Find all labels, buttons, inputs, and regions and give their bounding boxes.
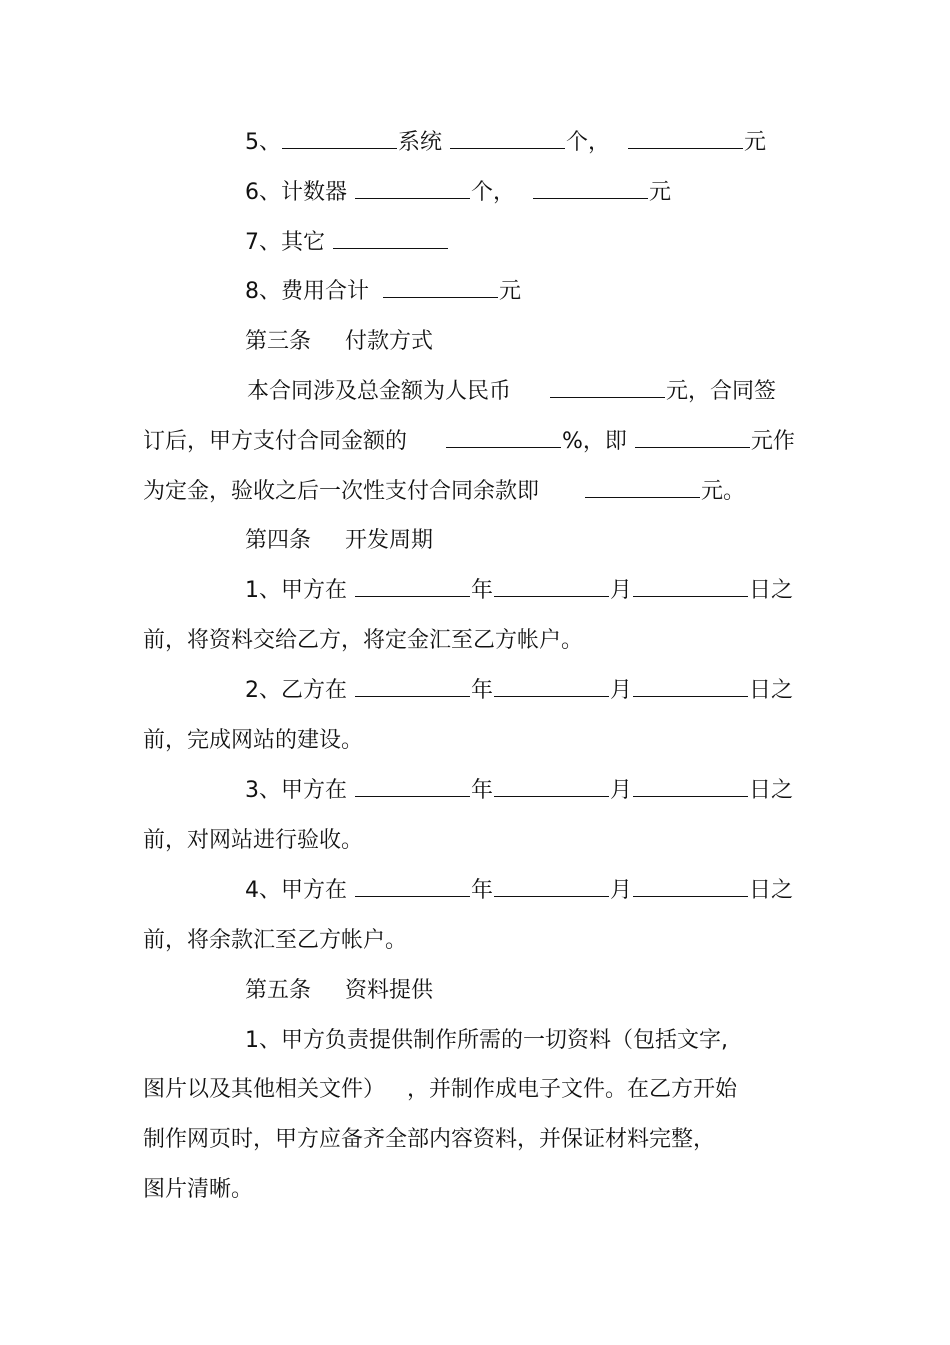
article-4-item-3 bbox=[245, 776, 793, 806]
article-4-text: 1、甲方在 bbox=[245, 578, 347, 603]
blank-field bbox=[550, 377, 665, 398]
item-6 bbox=[245, 178, 671, 208]
year-label: 年 bbox=[471, 778, 494, 803]
blank-field bbox=[355, 576, 470, 597]
day-label: 日之 bbox=[749, 878, 794, 903]
article-4-text: 3、甲方在 bbox=[245, 778, 347, 803]
item-6-text: 6、计数器 bbox=[245, 180, 347, 205]
year-label: 年 bbox=[471, 878, 494, 903]
article-3-title: 第三条 bbox=[245, 329, 312, 354]
year-label: 年 bbox=[471, 678, 494, 703]
blank-field bbox=[533, 178, 648, 199]
article-5-title: 第五条 bbox=[245, 978, 312, 1003]
article-4-item-3-cont bbox=[143, 826, 363, 856]
item-5-text: 系统 bbox=[398, 130, 443, 155]
article-4-text: 前，完成网站的建设。 bbox=[143, 728, 364, 753]
blank-field bbox=[355, 876, 470, 897]
article-5-heading bbox=[245, 976, 433, 1006]
article-3-text: 订后，甲方支付合同金额的 bbox=[143, 429, 408, 454]
blank-field bbox=[355, 676, 470, 697]
blank-field bbox=[494, 576, 609, 597]
article-5-text: 1、甲方负责提供制作所需的一切资料（包括文字, bbox=[245, 1028, 728, 1053]
item-7-text: 7、其它 bbox=[245, 230, 325, 255]
article-4-item-4 bbox=[245, 876, 793, 906]
article-3-line-3 bbox=[143, 477, 745, 507]
month-label: 月 bbox=[610, 878, 633, 903]
article-3-text: 元作 bbox=[750, 429, 795, 454]
blank-field bbox=[633, 776, 748, 797]
blank-field bbox=[628, 128, 743, 149]
article-3-text: 元，合同签 bbox=[666, 379, 777, 404]
month-label: 月 bbox=[610, 578, 633, 603]
article-3-line-2 bbox=[143, 427, 795, 457]
blank-field bbox=[635, 427, 750, 448]
blank-field bbox=[633, 676, 748, 697]
item-6-unit: 个， bbox=[471, 180, 516, 205]
article-4-item-2-cont bbox=[143, 726, 363, 756]
item-6-currency: 元 bbox=[649, 180, 672, 205]
item-5 bbox=[245, 128, 766, 158]
blank-field bbox=[355, 178, 470, 199]
blank-field bbox=[585, 477, 700, 498]
day-label: 日之 bbox=[749, 778, 794, 803]
article-5-line-4 bbox=[143, 1175, 253, 1205]
article-4-item-1-cont bbox=[143, 626, 583, 656]
blank-field bbox=[446, 427, 561, 448]
article-5-text: ，并制作成电子文件。在乙方开始 bbox=[407, 1077, 738, 1102]
article-4-item-2 bbox=[245, 676, 793, 706]
article-4-text: 4、甲方在 bbox=[245, 878, 347, 903]
blank-field bbox=[633, 876, 748, 897]
article-5-line-1 bbox=[245, 1026, 728, 1056]
article-3-text: 为定金，验收之后一次性支付合同余款即 bbox=[143, 479, 540, 504]
article-4-heading bbox=[245, 526, 433, 556]
item-8-currency: 元 bbox=[499, 279, 522, 304]
blank-field bbox=[494, 676, 609, 697]
blank-field bbox=[383, 277, 498, 298]
item-5-num: 5、 bbox=[245, 130, 281, 155]
year-label: 年 bbox=[471, 578, 494, 603]
article-4-text: 前，对网站进行验收。 bbox=[143, 828, 364, 853]
blank-field bbox=[494, 876, 609, 897]
blank-field bbox=[450, 128, 565, 149]
item-5-unit: 个， bbox=[566, 130, 611, 155]
month-label: 月 bbox=[610, 678, 633, 703]
article-4-text: 前，将余款汇至乙方帐户。 bbox=[143, 928, 408, 953]
article-3-text: 本合同涉及总金额为人民币 bbox=[247, 379, 512, 404]
item-7 bbox=[245, 228, 449, 258]
article-3-line-1 bbox=[247, 377, 776, 407]
article-5-subtitle: 资料提供 bbox=[345, 978, 434, 1003]
article-4-text: 2、乙方在 bbox=[245, 678, 347, 703]
article-3-heading bbox=[245, 327, 433, 357]
item-5-currency: 元 bbox=[744, 130, 767, 155]
day-label: 日之 bbox=[749, 578, 794, 603]
article-5-line-2 bbox=[143, 1075, 737, 1105]
blank-field bbox=[355, 776, 470, 797]
article-4-subtitle: 开发周期 bbox=[345, 528, 434, 553]
article-5-text: 图片以及其他相关文件） bbox=[143, 1077, 386, 1102]
month-label: 月 bbox=[610, 778, 633, 803]
blank-field bbox=[282, 128, 397, 149]
article-4-title: 第四条 bbox=[245, 528, 312, 553]
item-8 bbox=[245, 277, 521, 307]
article-4-item-1 bbox=[245, 576, 793, 606]
article-5-text: 图片清晰。 bbox=[143, 1177, 254, 1202]
article-4-text: 前，将资料交给乙方，将定金汇至乙方帐户。 bbox=[143, 628, 584, 653]
blank-field bbox=[494, 776, 609, 797]
day-label: 日之 bbox=[749, 678, 794, 703]
article-5-line-3 bbox=[143, 1125, 715, 1155]
article-4-item-4-cont bbox=[143, 926, 407, 956]
article-3-text: %，即 bbox=[562, 429, 627, 454]
article-3-subtitle: 付款方式 bbox=[345, 329, 434, 354]
blank-field bbox=[333, 228, 448, 249]
article-3-text: 元。 bbox=[701, 479, 746, 504]
article-5-text: 制作网页时，甲方应备齐全部内容资料，并保证材料完整， bbox=[143, 1127, 716, 1152]
blank-field bbox=[633, 576, 748, 597]
item-8-text: 8、费用合计 bbox=[245, 279, 369, 304]
